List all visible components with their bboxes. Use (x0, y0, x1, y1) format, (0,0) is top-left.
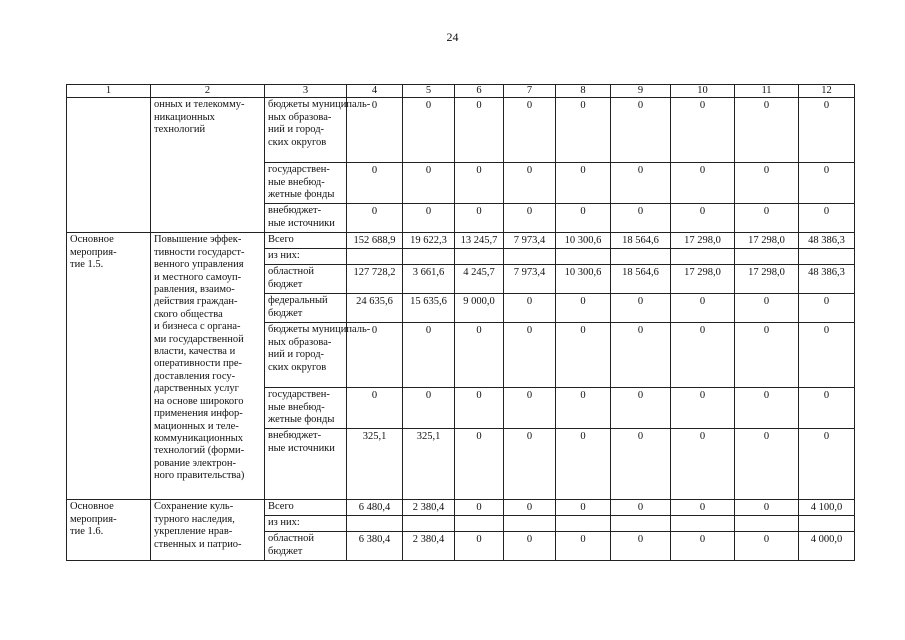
amount-cell: 0 (504, 163, 556, 204)
amount-cell: 0 (455, 500, 504, 516)
amount-cell: 0 (735, 98, 799, 163)
amount-cell: 0 (347, 163, 403, 204)
amount-cell: 2 380,4 (403, 500, 455, 516)
amount-cell (347, 249, 403, 265)
funding-source: внебюджет- ные источники (265, 204, 347, 233)
measure-label (67, 98, 151, 233)
funding-source: из них: (265, 249, 347, 265)
amount-cell: 10 300,6 (556, 233, 611, 249)
amount-cell (735, 249, 799, 265)
funding-source: Всего (265, 233, 347, 249)
amount-cell (403, 516, 455, 532)
column-number: 2 (151, 85, 265, 98)
amount-cell: 48 386,3 (799, 265, 855, 294)
amount-cell: 9 000,0 (455, 294, 504, 323)
amount-cell: 3 661,6 (403, 265, 455, 294)
amount-cell: 7 973,4 (504, 265, 556, 294)
amount-cell: 6 480,4 (347, 500, 403, 516)
amount-cell: 0 (455, 532, 504, 561)
amount-cell (611, 249, 671, 265)
column-number: 11 (735, 85, 799, 98)
page-number: 24 (446, 30, 459, 44)
column-number: 8 (556, 85, 611, 98)
amount-cell: 0 (455, 429, 504, 500)
amount-cell: 0 (799, 429, 855, 500)
amount-cell (347, 516, 403, 532)
amount-cell: 0 (347, 204, 403, 233)
amount-cell: 4 100,0 (799, 500, 855, 516)
funding-source: из них: (265, 516, 347, 532)
amount-cell (799, 516, 855, 532)
amount-cell: 4 245,7 (455, 265, 504, 294)
amount-cell: 0 (556, 323, 611, 388)
amount-cell: 0 (347, 323, 403, 388)
amount-cell: 0 (611, 98, 671, 163)
amount-cell: 0 (611, 323, 671, 388)
amount-cell: 0 (735, 429, 799, 500)
amount-cell: 0 (455, 388, 504, 429)
amount-cell: 0 (671, 323, 735, 388)
amount-cell: 17 298,0 (671, 265, 735, 294)
funding-source: внебюджет- ные источники (265, 429, 347, 500)
table-row (67, 500, 855, 516)
column-number: 3 (265, 85, 347, 98)
column-number: 12 (799, 85, 855, 98)
budget-table-body (67, 85, 855, 561)
amount-cell: 0 (403, 204, 455, 233)
amount-cell: 127 728,2 (347, 265, 403, 294)
amount-cell (799, 249, 855, 265)
amount-cell: 0 (504, 323, 556, 388)
amount-cell: 2 380,4 (403, 532, 455, 561)
amount-cell: 0 (611, 163, 671, 204)
amount-cell: 0 (504, 204, 556, 233)
funding-source: областной бюджет (265, 265, 347, 294)
amount-cell: 0 (347, 98, 403, 163)
amount-cell: 0 (556, 532, 611, 561)
amount-cell: 4 000,0 (799, 532, 855, 561)
funding-source: федеральный бюджет (265, 294, 347, 323)
amount-cell: 0 (735, 388, 799, 429)
amount-cell: 0 (671, 98, 735, 163)
amount-cell (611, 516, 671, 532)
amount-cell: 0 (671, 429, 735, 500)
amount-cell (455, 516, 504, 532)
amount-cell: 0 (671, 294, 735, 323)
funding-source: государствен- ные внебюд- жетные фонды (265, 163, 347, 204)
amount-cell: 0 (504, 500, 556, 516)
amount-cell: 0 (504, 388, 556, 429)
amount-cell: 13 245,7 (455, 233, 504, 249)
funding-source: бюджеты муниципаль- ных образова- ний и город- ских округов (265, 323, 347, 388)
amount-cell: 18 564,6 (611, 233, 671, 249)
amount-cell: 17 298,0 (671, 233, 735, 249)
amount-cell: 325,1 (347, 429, 403, 500)
measure-description: Повышение эффек- тивности государст- венного управления и местного самоуп- равления, взаимо- действия граждан- ского общества и бизнеса с органа- ми государственной власти, качества и оперативности пре- доставления госу- дарственных услуг на основе широкого применения инфор- мационных и теле- коммуникационных технологий (форми- рование электрон- ного правительства) (151, 233, 265, 500)
amount-cell: 0 (403, 323, 455, 388)
amount-cell: 0 (556, 388, 611, 429)
amount-cell: 17 298,0 (735, 265, 799, 294)
amount-cell: 17 298,0 (735, 233, 799, 249)
amount-cell: 0 (611, 294, 671, 323)
amount-cell: 0 (735, 204, 799, 233)
amount-cell: 0 (611, 429, 671, 500)
amount-cell: 0 (556, 294, 611, 323)
amount-cell: 0 (735, 500, 799, 516)
amount-cell: 0 (504, 294, 556, 323)
amount-cell: 0 (455, 204, 504, 233)
amount-cell (403, 249, 455, 265)
amount-cell: 0 (611, 204, 671, 233)
measure-description: Сохранение куль- турного наследия, укрепление нрав- ственных и патрио- (151, 500, 265, 561)
table-row (67, 98, 855, 163)
amount-cell: 0 (556, 500, 611, 516)
amount-cell: 0 (671, 163, 735, 204)
measure-label: Основное мероприя- тие 1.6. (67, 500, 151, 561)
amount-cell: 0 (799, 163, 855, 204)
column-number: 6 (455, 85, 504, 98)
column-number: 1 (67, 85, 151, 98)
measure-label: Основное мероприя- тие 1.5. (67, 233, 151, 500)
amount-cell: 325,1 (403, 429, 455, 500)
amount-cell: 0 (556, 429, 611, 500)
column-number: 10 (671, 85, 735, 98)
amount-cell: 0 (455, 323, 504, 388)
amount-cell: 0 (799, 294, 855, 323)
table-row (67, 233, 855, 249)
amount-cell: 7 973,4 (504, 233, 556, 249)
amount-cell: 0 (671, 532, 735, 561)
amount-cell (735, 516, 799, 532)
amount-cell: 0 (671, 388, 735, 429)
amount-cell (671, 516, 735, 532)
amount-cell: 0 (611, 532, 671, 561)
amount-cell: 0 (347, 388, 403, 429)
measure-description: онных и телекомму- никационных технологий (151, 98, 265, 233)
amount-cell (671, 249, 735, 265)
funding-source: областной бюджет (265, 532, 347, 561)
column-number: 7 (504, 85, 556, 98)
amount-cell: 0 (735, 532, 799, 561)
amount-cell: 0 (799, 204, 855, 233)
amount-cell: 0 (403, 98, 455, 163)
amount-cell: 0 (735, 163, 799, 204)
column-number: 5 (403, 85, 455, 98)
amount-cell: 24 635,6 (347, 294, 403, 323)
amount-cell: 18 564,6 (611, 265, 671, 294)
amount-cell: 0 (799, 98, 855, 163)
column-number-row (67, 85, 855, 98)
amount-cell: 0 (504, 532, 556, 561)
funding-source: государствен- ные внебюд- жетные фонды (265, 388, 347, 429)
amount-cell: 10 300,6 (556, 265, 611, 294)
amount-cell: 19 622,3 (403, 233, 455, 249)
funding-source: Всего (265, 500, 347, 516)
amount-cell: 0 (671, 204, 735, 233)
column-number: 4 (347, 85, 403, 98)
amount-cell: 0 (735, 294, 799, 323)
amount-cell: 0 (504, 429, 556, 500)
amount-cell: 48 386,3 (799, 233, 855, 249)
amount-cell (556, 249, 611, 265)
amount-cell (556, 516, 611, 532)
amount-cell: 15 635,6 (403, 294, 455, 323)
amount-cell: 0 (403, 163, 455, 204)
amount-cell: 0 (799, 323, 855, 388)
amount-cell: 152 688,9 (347, 233, 403, 249)
column-number: 9 (611, 85, 671, 98)
amount-cell: 0 (611, 500, 671, 516)
amount-cell: 0 (455, 163, 504, 204)
amount-cell: 0 (799, 388, 855, 429)
amount-cell: 0 (671, 500, 735, 516)
amount-cell (504, 516, 556, 532)
amount-cell: 0 (556, 163, 611, 204)
amount-cell: 0 (455, 98, 504, 163)
funding-source: бюджеты муниципаль- ных образова- ний и город- ских округов (265, 98, 347, 163)
amount-cell: 0 (735, 323, 799, 388)
amount-cell (504, 249, 556, 265)
amount-cell: 6 380,4 (347, 532, 403, 561)
amount-cell: 0 (611, 388, 671, 429)
amount-cell: 0 (504, 98, 556, 163)
amount-cell (455, 249, 504, 265)
amount-cell: 0 (556, 98, 611, 163)
amount-cell: 0 (403, 388, 455, 429)
budget-table (66, 84, 855, 561)
amount-cell: 0 (556, 204, 611, 233)
